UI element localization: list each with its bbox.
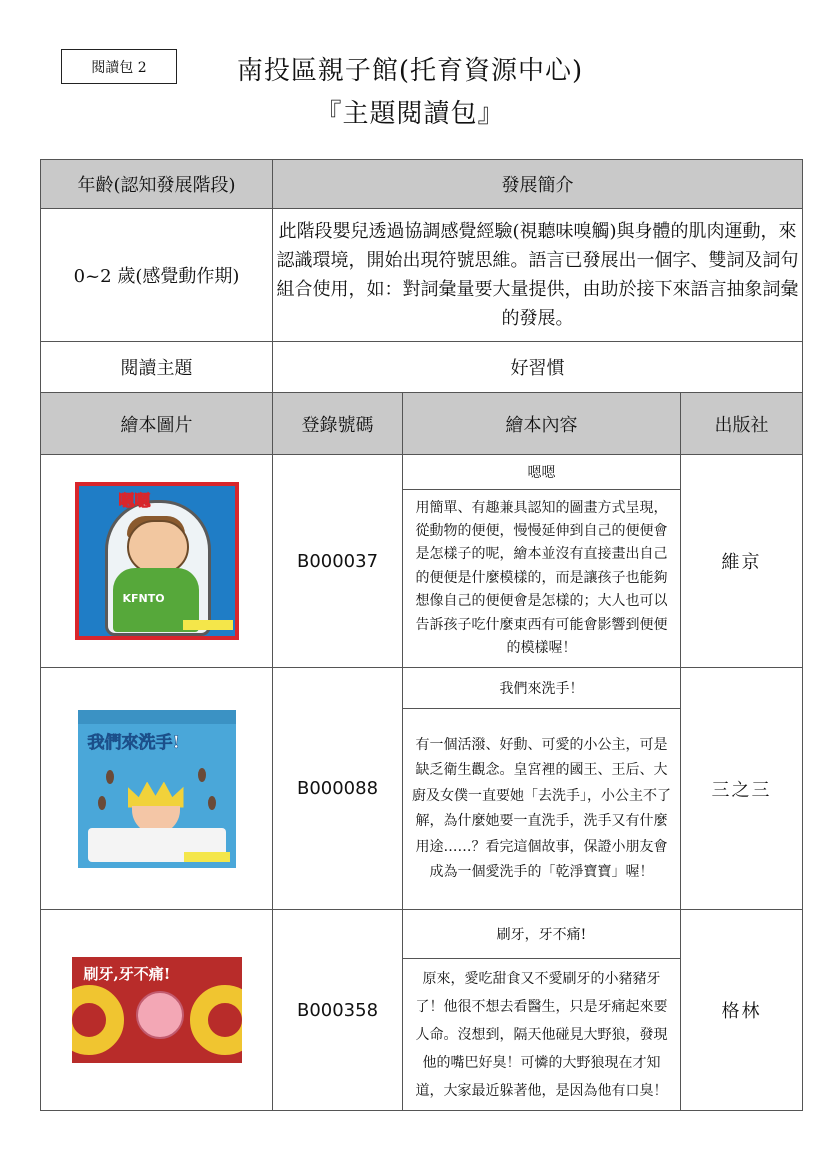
column-content: 繪本內容 — [403, 393, 681, 455]
book-row — [41, 668, 803, 910]
pig-illustration — [136, 991, 184, 1039]
book-code: B000088 — [273, 668, 403, 910]
book-cover-image — [78, 710, 236, 868]
page-title: 南投區親子館(托育資源中心) — [236, 56, 584, 86]
cover-title-text: 刷牙,牙不痛! — [83, 965, 171, 983]
cover-shirt-text: KFNTO — [122, 592, 165, 605]
reading-pack-tag: 閱讀包 2 — [61, 49, 177, 84]
intro-header: 發展簡介 — [273, 160, 803, 209]
book-cover-image — [72, 957, 242, 1063]
book-cover-image — [75, 482, 239, 640]
book-content-cell — [403, 910, 681, 1111]
theme-label: 閱讀主題 — [41, 342, 273, 393]
book-code: B000037 — [273, 455, 403, 668]
book-publisher: 三之三 — [681, 668, 803, 910]
column-code: 登錄號碼 — [273, 393, 403, 455]
cover-title-text: 我們來洗手! — [87, 732, 180, 753]
book-content-cell — [403, 455, 681, 668]
book-cover-cell — [41, 668, 273, 910]
intro-text: 此階段嬰兒透過協調感覺經驗(視聽味嗅觸)與身體的肌肉運動，來認識環境，開始出現符號思維。語言已發展出一個字、雙詞及詞句組合使用，如：對詞彙量要大量提供，由助於接下來語言抽象詞彙的發展。 — [273, 209, 803, 342]
book-title: 嗯嗯 — [403, 455, 680, 490]
book-publisher: 格林 — [681, 910, 803, 1111]
theme-value: 好習慣 — [273, 342, 803, 393]
book-publisher: 維京 — [681, 455, 803, 668]
book-cover-cell — [41, 455, 273, 668]
page-subtitle: 『主題閱讀包』 — [315, 99, 505, 129]
book-description: 用簡單、有趣兼具認知的圖畫方式呈現，從動物的便便，慢慢延伸到自己的便便會是怎樣子的呢，繪本並沒有直接畫出自己的便便是什麼模樣的，而是讓孩子也能夠想像自己的便便會是怎樣的；大人也可以告訴孩子吃什麼東西有可能會影響到便便的模樣喔！ — [415, 499, 668, 657]
book-content-cell — [403, 668, 681, 910]
reading-pack-table — [40, 159, 803, 1111]
column-publisher: 出版社 — [681, 393, 803, 455]
column-picture: 繪本圖片 — [41, 393, 273, 455]
book-cover-cell — [41, 910, 273, 1111]
age-header: 年齡(認知發展階段) — [41, 160, 273, 209]
book-row — [41, 455, 803, 668]
book-description: 原來，愛吃甜食又不愛刷牙的小豬豬牙了！他很不想去看醫生，只是牙痛起來要人命。沒想到，隔天他碰見大野狼，發現他的嘴巴好臭！可憐的大野狼現在才知道，大家最近躲著他，是因為他有口臭！ — [415, 970, 668, 1099]
book-title: 我們來洗手！ — [403, 668, 680, 709]
book-code: B000358 — [273, 910, 403, 1111]
book-title: 刷牙，牙不痛! — [403, 910, 680, 959]
book-row — [41, 910, 803, 1111]
book-description: 有一個活潑、好動、可愛的小公主，可是缺乏衛生觀念。皇宮裡的國王、王后、大廚及女僕一直要她「去洗手」，小公主不了解，為什麼她要一直洗手，洗手又有什麼用途……？看完這個故事，保證小朋友會成為一個愛洗手的「乾淨寶寶」喔！ — [412, 736, 671, 880]
cover-title-text: 嗯嗯 — [118, 491, 151, 510]
age-value: 0~2 歲(感覺動作期) — [41, 209, 273, 342]
